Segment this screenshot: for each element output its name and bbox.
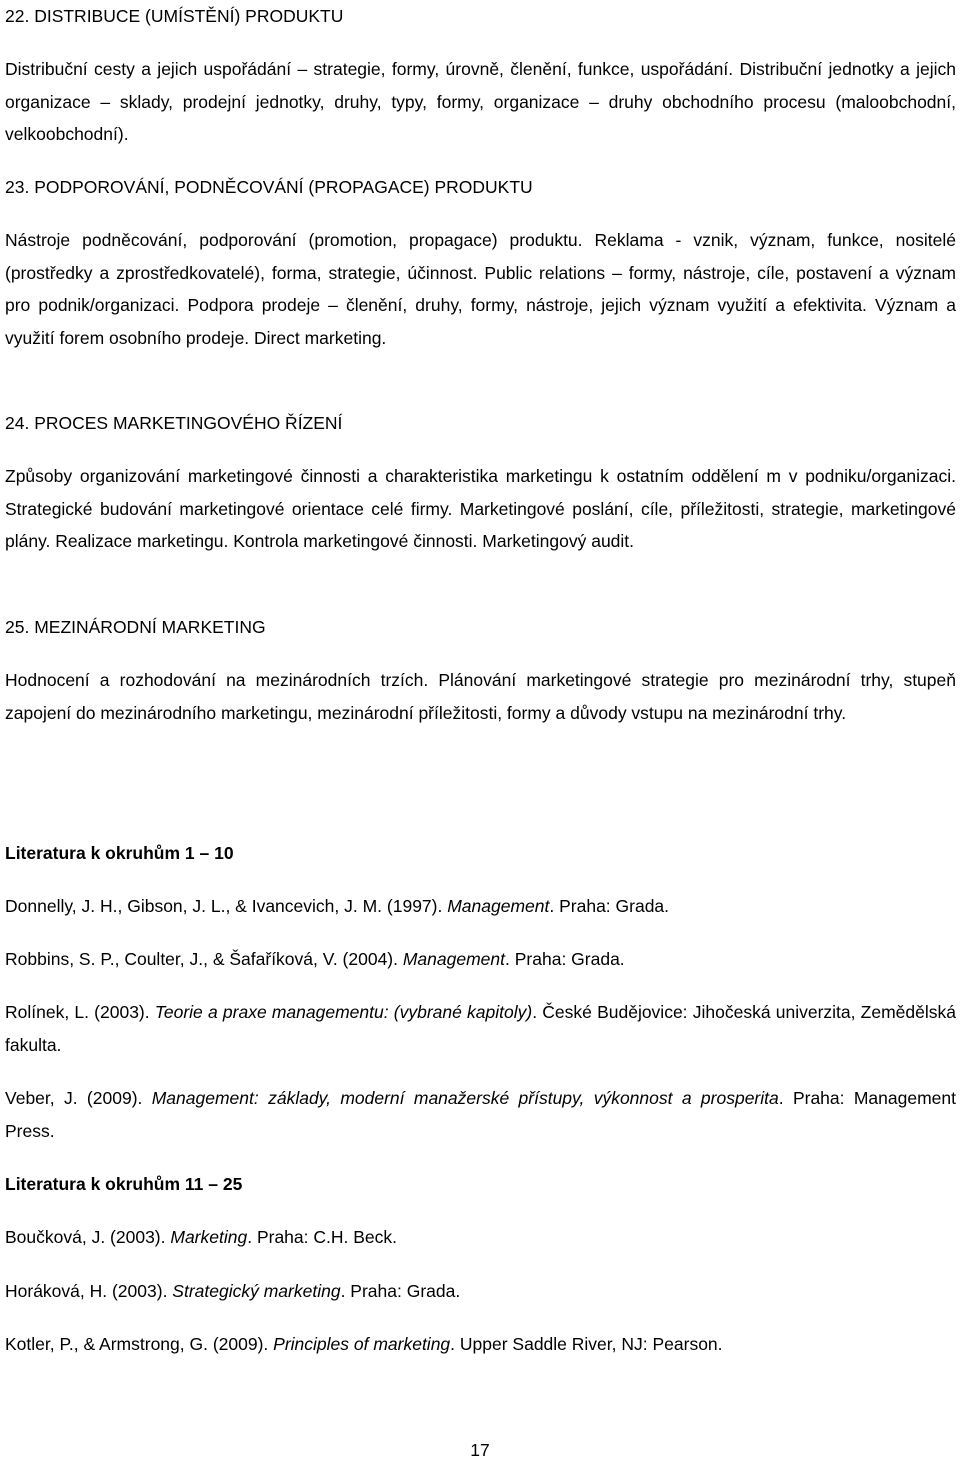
section-25-heading: 25. MEZINÁRODNÍ MARKETING	[5, 617, 266, 637]
reference-publisher: . Praha: Grada.	[549, 896, 670, 916]
section-25-text: Hodnocení a rozhodování na mezinárodních trzích. Plánování marketingové strategie pro mezinárodní trhy, stupeň zapojení do mezinárodního marketingu, mezinárodní příležitosti, formy a důvody vstupu na mezinárodní trhy.	[5, 670, 956, 723]
reference-title: Teorie a praxe managementu: (vybrané kapitoly)	[154, 1002, 533, 1022]
reference-item	[5, 890, 956, 923]
reference-item	[5, 1221, 956, 1254]
literature-11-25-heading: Literatura k okruhům 11 – 25	[5, 1174, 243, 1194]
reference-publisher: . Upper Saddle River, NJ: Pearson.	[450, 1334, 723, 1354]
reference-title: Management	[447, 896, 550, 916]
reference-authors: Donnelly, J. H., Gibson, J. L., & Ivancevich, J. M. (1997).	[5, 896, 448, 916]
reference-authors: Rolínek, L. (2003).	[5, 1002, 155, 1022]
literature-1-10-heading: Literatura k okruhům 1 – 10	[5, 843, 234, 863]
reference-title: Marketing	[170, 1227, 248, 1247]
reference-title: Management: základy, moderní manažerské přístupy, výkonnost a prosperita	[151, 1088, 779, 1108]
section-24-heading: 24. PROCES MARKETINGOVÉHO ŘÍZENÍ	[5, 413, 343, 433]
reference-item	[5, 1328, 956, 1361]
reference-authors: Kotler, P., & Armstrong, G. (2009).	[5, 1334, 274, 1354]
reference-title: Principles of marketing	[273, 1334, 451, 1354]
page-number: 17	[470, 1440, 490, 1460]
reference-item	[5, 996, 956, 1061]
reference-publisher: . Praha: Grada.	[505, 949, 625, 969]
reference-publisher: . České Budějovice: Jihočeská univerzita, Zemědělská fakulta.	[5, 1002, 956, 1055]
reference-authors: Robbins, S. P., Coulter, J., & Šafaříková, V. (2004).	[5, 949, 403, 969]
section-23-heading: 23. PODPOROVÁNÍ, PODNĚCOVÁNÍ (PROPAGACE) PRODUKTU	[5, 177, 533, 197]
reference-authors: Veber, J. (2009).	[5, 1088, 152, 1108]
section-24-text: Způsoby organizování marketingové činnosti a charakteristika marketingu k ostatním oddělení m v podniku/organizaci. Strategické budování marketingové orientace celé firmy. Marketingové poslání, cíle, příležitosti, strategie, marketingové plány. Realizace marketingu. Kontrola marketingové činnosti. Marketingový audit.	[5, 466, 956, 551]
reference-authors: Boučková, J. (2003).	[5, 1227, 171, 1247]
reference-item	[5, 943, 956, 976]
section-22-heading: 22. DISTRIBUCE (UMÍSTĚNÍ) PRODUKTU	[5, 6, 344, 26]
reference-publisher: . Praha: Management Press.	[5, 1088, 956, 1141]
reference-publisher: . Praha: Grada.	[340, 1281, 461, 1301]
reference-authors: Horáková, H. (2003).	[5, 1281, 173, 1301]
reference-item	[5, 1082, 956, 1147]
reference-title: Strategický marketing	[172, 1281, 341, 1301]
section-22-text: Distribuční cesty a jejich uspořádání – strategie, formy, úrovně, členění, funkce, uspořádání. Distribuční jednotky a jejich organizace – sklady, prodejní jednotky, druhy, typy, formy, organizace – druhy obchodního procesu (maloobchodní, velkoobchodní).	[5, 59, 956, 144]
reference-publisher: . Praha: C.H. Beck.	[247, 1227, 397, 1247]
reference-title: Management	[402, 949, 506, 969]
section-23-text: Nástroje podněcování, podporování (promotion, propagace) produktu. Reklama - vznik, význam, funkce, nositelé (prostředky a zprostředkovatelé), forma, strategie, účinnost. Public relations – formy, nástroje, cíle, postavení a význam pro podnik/organizaci. Podpora prodeje – členění, druhy, formy, nástroje, jejich význam využití a efektivita. Význam a využití forem osobního prodeje. Direct marketing.	[5, 230, 956, 348]
reference-item	[5, 1275, 956, 1308]
